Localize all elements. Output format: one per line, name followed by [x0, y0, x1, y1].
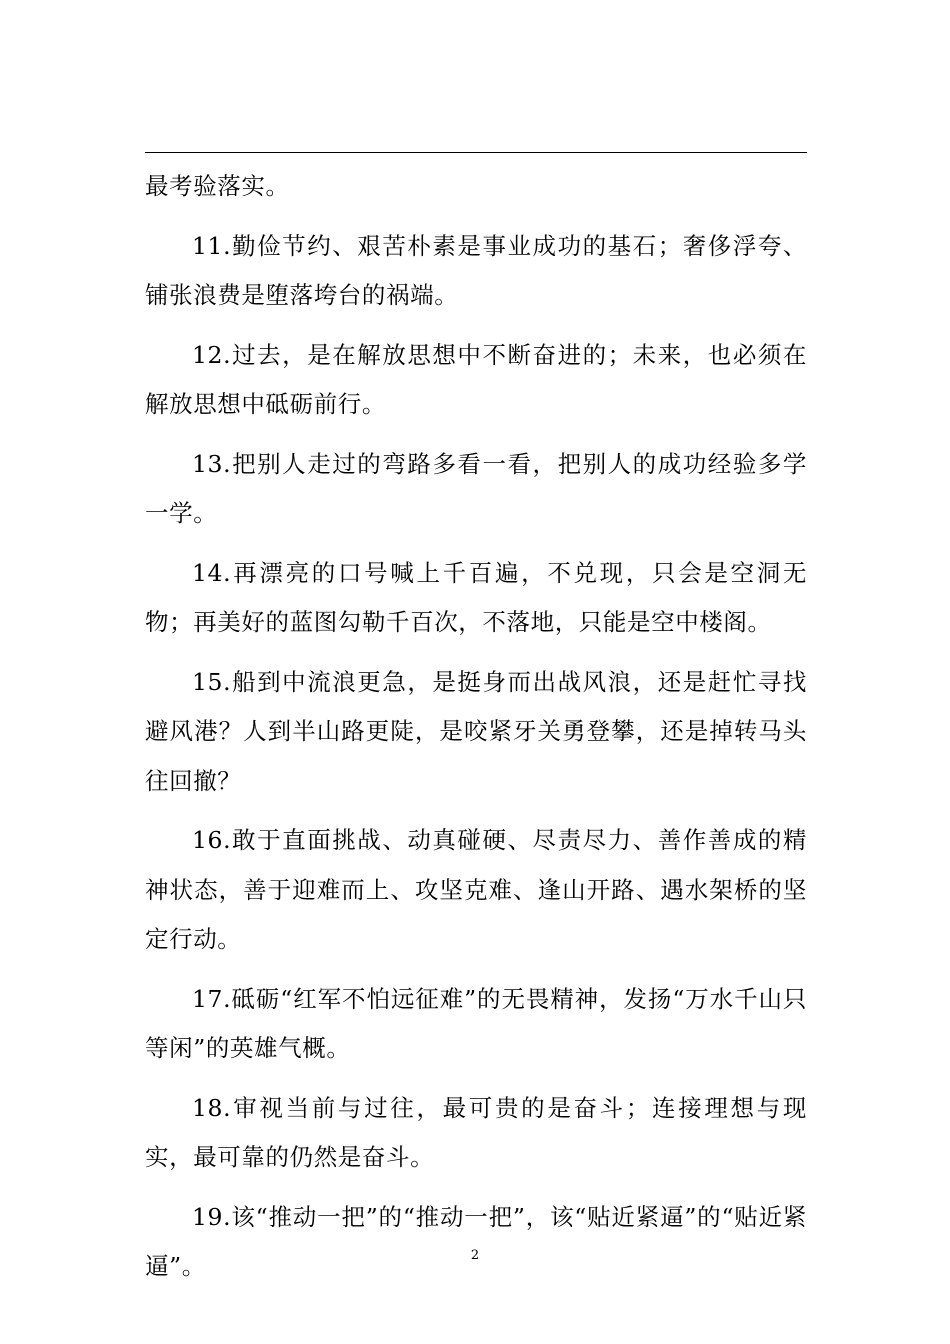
header-rule: [145, 152, 807, 153]
paragraph-15: 15.船到中流浪更急，是挺身而出战风浪，还是赶忙寻找避风港？人到半山路更陡，是咬紧牙关勇登攀，还是掉转马头往回撤？: [145, 667, 807, 795]
paragraph-12: 12.过去，是在解放思想中不断奋进的；未来，也必须在解放思想中砥砺前行。: [145, 340, 807, 418]
paragraph-13: 13.把别人走过的弯路多看一看，把别人的成功经验多学一学。: [145, 449, 807, 527]
paragraph-14: 14.再漂亮的口号喊上千百遍，不兑现，只会是空洞无物；再美好的蓝图勾勒千百次，不落地，只能是空中楼阁。: [145, 558, 807, 636]
page-number: 2: [470, 1248, 480, 1263]
paragraph-16: 16.敢于直面挑战、动真碰硬、尽责尽力、善作善成的精神状态，善于迎难而上、攻坚克难、逢山开路、遇水架桥的坚定行动。: [145, 826, 807, 953]
paragraph-continued: 最考验落实。: [145, 172, 290, 200]
paragraph-17: 17.砥砺“红军不怕远征难”的无畏精神，发扬“万水千山只等闲”的英雄气概。: [145, 984, 807, 1062]
paragraph-19: 19.该“推动一把”的“推动一把”，该“贴近紧逼”的“贴近紧逼”。: [145, 1202, 807, 1280]
paragraph-11: 11.勤俭节约、艰苦朴素是事业成功的基石；奢侈浮夸、铺张浪费是堕落垮台的祸端。: [145, 231, 807, 309]
paragraph-18: 18.审视当前与过往，最可贵的是奋斗；连接理想与现实，最可靠的仍然是奋斗。: [145, 1093, 807, 1171]
document-body: [145, 162, 807, 1302]
